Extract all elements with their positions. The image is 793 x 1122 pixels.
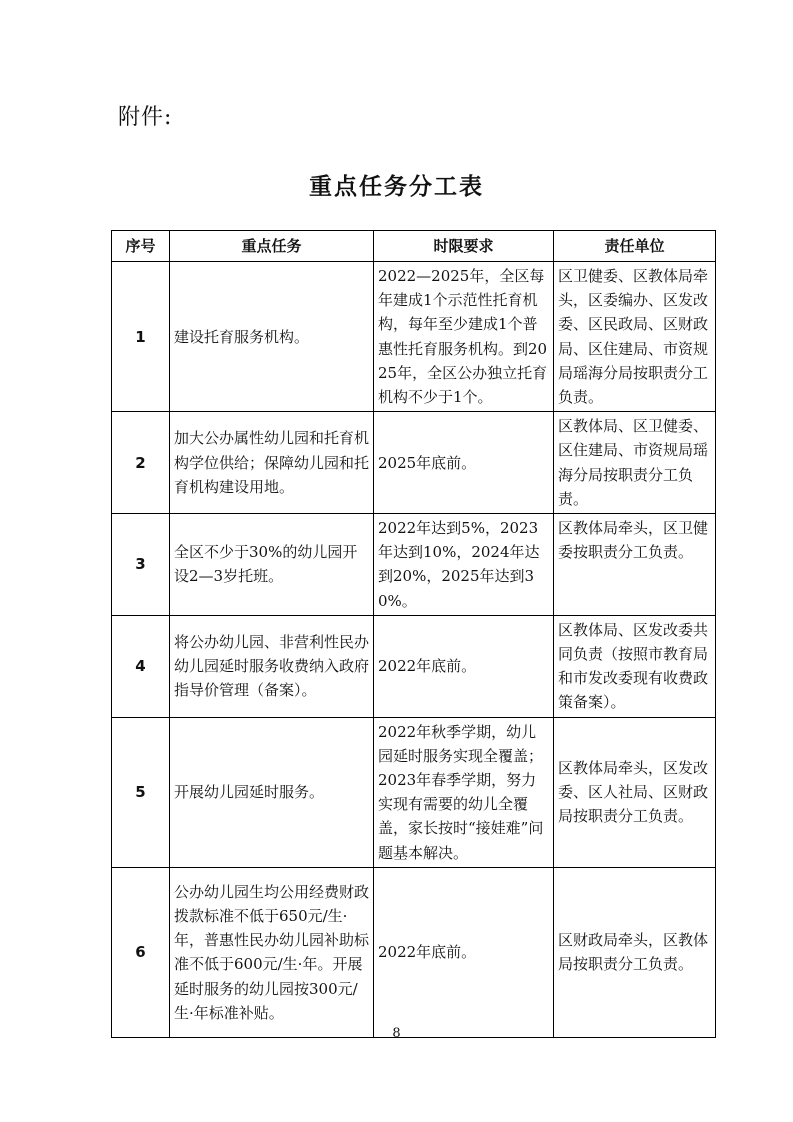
row-responsible-unit: 区教体局牵头，区卫健委按职责分工负责。 — [554, 514, 716, 616]
row-responsible-unit: 区卫健委、区教体局牵头，区委编办、区发改委、区民政局、区财政局、区住建局、市资规局瑶海分局按职责分工负责。 — [554, 262, 716, 412]
row-deadline: 2022—2025年，全区每年建成1个示范性托育机构，每年至少建成1个普惠性托育服务机构。到2025年，全区公办独立托育机构不少于1个。 — [374, 262, 554, 412]
page-number: 8 — [392, 1026, 401, 1041]
row-number: 6 — [112, 867, 170, 1037]
attachment-label: 附件: — [118, 105, 173, 130]
row-task: 全区不少于30%的幼儿园开设2—3岁托班。 — [170, 514, 374, 616]
row-task: 建设托育服务机构。 — [170, 262, 374, 412]
row-number: 2 — [112, 412, 170, 514]
row-deadline: 2022年底前。 — [374, 615, 554, 717]
table-row — [112, 514, 716, 616]
row-task: 将公办幼儿园、非营利性民办幼儿园延时服务收费纳入政府指导价管理（备案）。 — [170, 615, 374, 717]
row-deadline: 2022年秋季学期，幼儿园延时服务实现全覆盖；2023年春季学期，努力实现有需要的幼儿全覆盖，家长按时“接娃难”问题基本解决。 — [374, 717, 554, 867]
row-responsible-unit: 区教体局、区卫健委、区住建局、市资规局瑶海分局按职责分工负责。 — [554, 412, 716, 514]
row-number: 4 — [112, 615, 170, 717]
row-task: 公办幼儿园生均公用经费财政拨款标准不低于650元/生·年，普惠性民办幼儿园补助标准不低于600元/生·年。开展延时服务的幼儿园按300元/生·年标准补贴。 — [170, 867, 374, 1037]
row-deadline: 2025年底前。 — [374, 412, 554, 514]
table-row — [112, 412, 716, 514]
table-row — [112, 867, 716, 1037]
row-task: 加大公办属性幼儿园和托育机构学位供给；保障幼儿园和托育机构建设用地。 — [170, 412, 374, 514]
table-row — [112, 717, 716, 867]
document-title: 重点任务分工表 — [309, 174, 484, 200]
row-number: 5 — [112, 717, 170, 867]
row-responsible-unit: 区财政局牵头，区教体局按职责分工负责。 — [554, 867, 716, 1037]
row-responsible-unit: 区教体局、区发改委共同负责（按照市教育局和市发改委现有收费政策备案）。 — [554, 615, 716, 717]
header-task: 重点任务 — [170, 231, 374, 262]
row-responsible-unit: 区教体局牵头，区发改委、区人社局、区财政局按职责分工负责。 — [554, 717, 716, 867]
row-task: 开展幼儿园延时服务。 — [170, 717, 374, 867]
header-number: 序号 — [112, 231, 170, 262]
row-number: 1 — [112, 262, 170, 412]
row-number: 3 — [112, 514, 170, 616]
table-row — [112, 262, 716, 412]
task-assignment-table — [111, 230, 716, 1038]
row-deadline: 2022年底前。 — [374, 867, 554, 1037]
row-deadline: 2022年达到5%，2023年达到10%，2024年达到20%，2025年达到30%。 — [374, 514, 554, 616]
table-header-row — [112, 231, 716, 262]
header-deadline: 时限要求 — [374, 231, 554, 262]
header-responsible-unit: 责任单位 — [554, 231, 716, 262]
table-row — [112, 615, 716, 717]
